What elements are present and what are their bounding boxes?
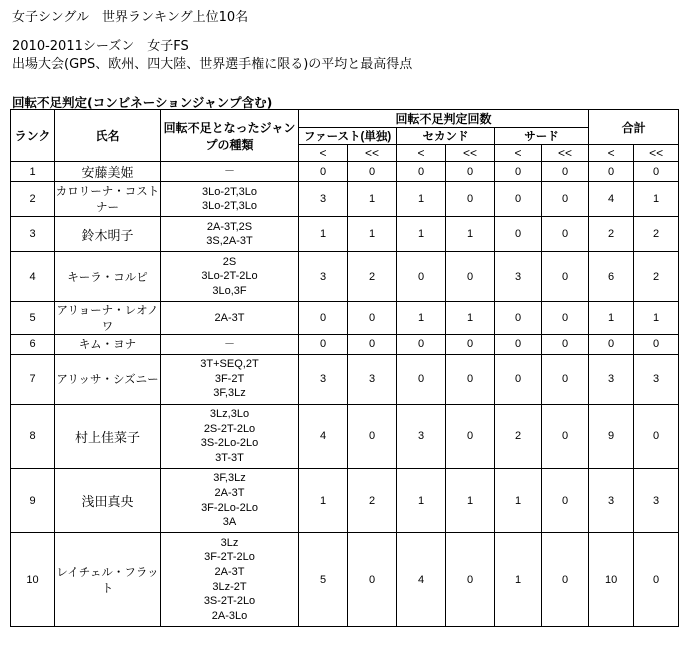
- third-d-cell: 0: [542, 335, 589, 355]
- second-d-cell: 1: [446, 468, 495, 532]
- total-u-cell: 9: [589, 404, 634, 468]
- rank-cell: 7: [11, 354, 55, 404]
- second-d-cell: 0: [446, 404, 495, 468]
- rank-cell: 8: [11, 404, 55, 468]
- table-row: [11, 302, 679, 335]
- jump-entry: 3S-2T-2Lo: [203, 595, 256, 608]
- table-body: [11, 162, 679, 627]
- jump-entry: 3Lz: [220, 536, 239, 549]
- first-d-cell: 0: [348, 404, 397, 468]
- second-d-cell: 0: [446, 252, 495, 302]
- third-u-cell: 0: [495, 335, 542, 355]
- third-u-cell: 0: [495, 354, 542, 404]
- jump-entry: 3T+SEQ,2T: [200, 358, 259, 371]
- table-row: [11, 182, 679, 217]
- third-u-cell: 0: [495, 162, 542, 182]
- jump-entry: 3Lo,3F: [212, 285, 247, 298]
- second-u-cell: 1: [397, 182, 446, 217]
- second-u-cell: 1: [397, 217, 446, 252]
- first-u-cell: 1: [299, 217, 348, 252]
- first-d-cell: 2: [348, 468, 397, 532]
- first-u-cell: 3: [299, 182, 348, 217]
- second-u-cell: 0: [397, 354, 446, 404]
- rank-cell: 6: [11, 335, 55, 355]
- third-u-cell: 2: [495, 404, 542, 468]
- third-d-cell: 0: [542, 533, 589, 627]
- jumps-cell: [161, 162, 299, 182]
- third-u-cell: 1: [495, 533, 542, 627]
- first-d-cell: 0: [348, 302, 397, 335]
- table-row: [11, 335, 679, 355]
- total-d-cell: 0: [634, 404, 679, 468]
- second-under-header: <: [397, 145, 446, 162]
- total-d-cell: 0: [634, 533, 679, 627]
- jump-entry: 3F-2Lo-2Lo: [201, 501, 258, 514]
- table-row: [11, 404, 679, 468]
- third-u-cell: 0: [495, 302, 542, 335]
- total-u-cell: 2: [589, 217, 634, 252]
- third-u-cell: 3: [495, 252, 542, 302]
- third-d-cell: 0: [542, 182, 589, 217]
- jump-entry: 2A-3T: [214, 487, 245, 500]
- jump-entry: 2A-3T: [214, 566, 245, 579]
- jump-entry: 3F-2T: [214, 372, 245, 385]
- jump-entry: 3F-2T-2Lo: [204, 551, 255, 564]
- total-u-cell: 3: [589, 468, 634, 532]
- rank-cell: 10: [11, 533, 55, 627]
- first-u-cell: 4: [299, 404, 348, 468]
- first-u-cell: 0: [299, 335, 348, 355]
- jump-entry: 2S-2T-2Lo: [203, 422, 256, 435]
- second-jump-header: セカンド: [397, 128, 495, 145]
- total-under-header: <: [589, 145, 634, 162]
- name-cell: キーラ・コルピ: [55, 252, 161, 302]
- first-downgrade-header: <<: [348, 145, 397, 162]
- name-cell: アリッサ・シズニー: [55, 354, 161, 404]
- second-d-cell: 0: [446, 162, 495, 182]
- total-d-cell: 2: [634, 217, 679, 252]
- total-d-cell: 2: [634, 252, 679, 302]
- underrotation-table: [10, 109, 679, 627]
- total-d-cell: 0: [634, 335, 679, 355]
- name-header: 氏名: [55, 110, 161, 162]
- table-row: [11, 217, 679, 252]
- table-header: [11, 110, 679, 162]
- third-d-cell: 0: [542, 468, 589, 532]
- first-d-cell: 0: [348, 162, 397, 182]
- rank-header: ランク: [11, 110, 55, 162]
- jumps-cell: [161, 354, 299, 404]
- name-cell: カロリーナ・コストナー: [55, 182, 161, 217]
- jump-entry: 3S-2Lo-2Lo: [200, 437, 259, 450]
- second-d-cell: 0: [446, 182, 495, 217]
- jump-entry: 3Lo-2T-2Lo: [201, 270, 258, 283]
- jump-entry: 2A-3T: [214, 311, 245, 324]
- name-cell: レイチェル・フラット: [55, 533, 161, 627]
- jump-entry: 3Lz-2T: [212, 580, 247, 593]
- total-header: 合計: [589, 110, 679, 145]
- page-title: 女子シングル 世界ランキング上位10名: [12, 10, 249, 25]
- total-d-cell: 3: [634, 354, 679, 404]
- jumps-cell: [161, 302, 299, 335]
- first-u-cell: 3: [299, 252, 348, 302]
- second-u-cell: 1: [397, 302, 446, 335]
- jumps-cell: [161, 404, 299, 468]
- first-d-cell: 0: [348, 533, 397, 627]
- table-caption: 回転不足判定(コンビネーションジャンプ含む): [12, 95, 273, 110]
- third-jump-header: サード: [495, 128, 589, 145]
- total-u-cell: 3: [589, 354, 634, 404]
- first-jump-header: ファースト(単独): [299, 128, 397, 145]
- second-downgrade-header: <<: [446, 145, 495, 162]
- jump-entry: 2S: [222, 255, 237, 268]
- third-downgrade-header: <<: [542, 145, 589, 162]
- second-d-cell: 0: [446, 533, 495, 627]
- third-d-cell: 0: [542, 162, 589, 182]
- third-d-cell: 0: [542, 404, 589, 468]
- third-d-cell: 0: [542, 252, 589, 302]
- second-u-cell: 0: [397, 252, 446, 302]
- third-under-header: <: [495, 145, 542, 162]
- second-u-cell: 4: [397, 533, 446, 627]
- total-u-cell: 0: [589, 335, 634, 355]
- first-u-cell: 0: [299, 162, 348, 182]
- table-row: [11, 354, 679, 404]
- first-u-cell: 3: [299, 354, 348, 404]
- total-u-cell: 4: [589, 182, 634, 217]
- first-u-cell: 0: [299, 302, 348, 335]
- judgement-count-header: 回転不足判定回数: [299, 110, 589, 128]
- second-d-cell: 0: [446, 335, 495, 355]
- jumps-header: 回転不足となったジャンプの種類: [161, 110, 299, 162]
- jump-entry: 3A: [222, 516, 237, 529]
- second-u-cell: 1: [397, 468, 446, 532]
- jumps-cell: [161, 533, 299, 627]
- table-row: [11, 533, 679, 627]
- jump-entry: 3Lo-2T,3Lo: [201, 200, 258, 213]
- total-d-cell: 0: [634, 162, 679, 182]
- rank-cell: 3: [11, 217, 55, 252]
- first-d-cell: 3: [348, 354, 397, 404]
- jumps-cell: [161, 335, 299, 355]
- name-cell: アリョーナ・レオノワ: [55, 302, 161, 335]
- third-d-cell: 0: [542, 217, 589, 252]
- jump-entry: 3S,2A-3T: [206, 235, 253, 248]
- second-d-cell: 1: [446, 302, 495, 335]
- first-d-cell: 0: [348, 335, 397, 355]
- events-description: 出場大会(GPS、欧州、四大陸、世界選手権に限る)の平均と最高得点: [12, 57, 413, 72]
- rank-cell: 1: [11, 162, 55, 182]
- jump-entry: 3F,3Lz: [213, 472, 246, 485]
- third-u-cell: 0: [495, 182, 542, 217]
- total-d-cell: 1: [634, 182, 679, 217]
- first-d-cell: 1: [348, 217, 397, 252]
- table-row: [11, 468, 679, 532]
- jump-entry: 3F,3Lz: [213, 387, 246, 400]
- first-d-cell: 2: [348, 252, 397, 302]
- table-row: [11, 252, 679, 302]
- jump-entry: －: [224, 165, 235, 178]
- total-d-cell: 3: [634, 468, 679, 532]
- name-cell: 村上佳菜子: [55, 404, 161, 468]
- rank-cell: 5: [11, 302, 55, 335]
- name-cell: 鈴木明子: [55, 217, 161, 252]
- table-row: [11, 162, 679, 182]
- rank-cell: 2: [11, 182, 55, 217]
- jumps-cell: [161, 252, 299, 302]
- jumps-cell: [161, 182, 299, 217]
- second-d-cell: 1: [446, 217, 495, 252]
- name-cell: 浅田真央: [55, 468, 161, 532]
- first-u-cell: 1: [299, 468, 348, 532]
- season-label: 2010-2011シーズン 女子FS: [12, 39, 189, 54]
- first-u-cell: 5: [299, 533, 348, 627]
- third-d-cell: 0: [542, 302, 589, 335]
- second-u-cell: 0: [397, 335, 446, 355]
- jump-entry: 3Lo-2T,3Lo: [201, 185, 258, 198]
- total-u-cell: 6: [589, 252, 634, 302]
- first-under-header: <: [299, 145, 348, 162]
- name-cell: 安藤美姫: [55, 162, 161, 182]
- jump-entry: 2A-3T,2S: [206, 220, 253, 233]
- total-d-cell: 1: [634, 302, 679, 335]
- total-u-cell: 1: [589, 302, 634, 335]
- third-u-cell: 1: [495, 468, 542, 532]
- third-d-cell: 0: [542, 354, 589, 404]
- jump-entry: 3T-3T: [215, 451, 244, 464]
- second-d-cell: 0: [446, 354, 495, 404]
- jumps-cell: [161, 217, 299, 252]
- rank-cell: 9: [11, 468, 55, 532]
- rank-cell: 4: [11, 252, 55, 302]
- jump-entry: 2A-3Lo: [211, 609, 248, 622]
- second-u-cell: 3: [397, 404, 446, 468]
- total-u-cell: 0: [589, 162, 634, 182]
- third-u-cell: 0: [495, 217, 542, 252]
- second-u-cell: 0: [397, 162, 446, 182]
- total-downgrade-header: <<: [634, 145, 679, 162]
- name-cell: キム・ヨナ: [55, 335, 161, 355]
- jumps-cell: [161, 468, 299, 532]
- first-d-cell: 1: [348, 182, 397, 217]
- total-u-cell: 10: [589, 533, 634, 627]
- jump-entry: －: [224, 338, 235, 351]
- jump-entry: 3Lz,3Lo: [209, 408, 250, 421]
